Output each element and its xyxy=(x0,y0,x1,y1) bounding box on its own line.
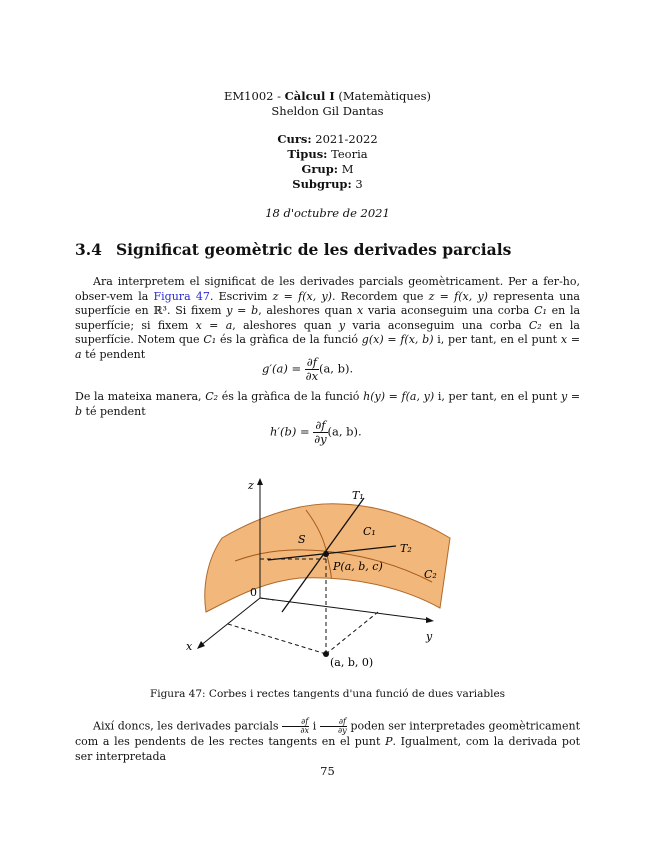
figure-link[interactable]: Figura 47 xyxy=(153,289,210,303)
label-s: S xyxy=(298,533,306,546)
label-y: y xyxy=(426,630,433,643)
author: Sheldon Gil Dantas xyxy=(271,104,384,118)
subgrup-line: Subgrup: 3 xyxy=(292,177,363,191)
paragraph-2: De la mateixa manera, C₂ és la gràfica de la funció h(y) = f(a, y) i, per tant, en el punt y = b té pendent xyxy=(75,390,581,418)
label-x: x xyxy=(186,640,193,653)
date: 18 d'octubre de 2021 xyxy=(265,206,390,220)
equation-g-prime: g′(a) = $\frac{\partial f}{\partial x}$ (a, b). xyxy=(262,355,354,383)
course-line: EM1002 - Càlcul I (Matemàtiques) xyxy=(224,89,431,103)
curs-line: Curs: 2021-2022 xyxy=(277,132,378,146)
page-number: 75 xyxy=(320,764,335,778)
figure-caption: Figura 47: Corbes i rectes tangents d'una funció de dues variables xyxy=(149,688,506,700)
section-title: 3.4 Significat geomètric de les derivades parcials xyxy=(75,240,512,259)
equation-h-prime: h′(b) = $\frac{\partial f}{\partial y}$ (a, b). xyxy=(270,418,362,446)
label-ab0: (a, b, 0) xyxy=(330,656,374,669)
point-ab0 xyxy=(323,651,329,657)
label-z: z xyxy=(248,479,254,492)
label-origin: 0 xyxy=(250,586,257,599)
tipus-line: Tipus: Teoria xyxy=(287,147,368,161)
point-p xyxy=(323,551,329,557)
figure-47 xyxy=(0,460,655,675)
paragraph-1: Ara interpretem el significat de les derivades parcials geomètricament. Per a fer-ho, obser-vem la Figura 47. Escrivim z = f(x, y). Recordem que z = f(x, y) representa una superfície en ℝ³. Si fixem y = b, aleshores quan x varia aconseguim una corba C₁ en la superfície; si fixem x = a, aleshores quan y varia aconseguim una corba C₂ en la superfície. Notem que C₁ és la gràfica de la funció g(x) = f(x, b) i, per tant, en el punt x = a té pendent xyxy=(75,275,581,361)
label-p: P(a, b, c) xyxy=(333,560,383,573)
grup-line: Grup: M xyxy=(301,162,354,176)
paragraph-3: Així doncs, les derivades parcials $\frac{\partial f}{\partial x}$ i $\frac{\partial f}{\partial y}$ poden ser interpretades geomètricament com a les pendents de les rectes tangents en el punt P. Igualment, com la derivada pot ser interpretada xyxy=(75,717,580,763)
label-c2: C₂ xyxy=(424,568,437,581)
label-t1: T₁ xyxy=(352,489,364,502)
label-t2: T₂ xyxy=(400,542,412,555)
y-axis xyxy=(260,598,430,620)
label-c1: C₁ xyxy=(363,525,376,538)
